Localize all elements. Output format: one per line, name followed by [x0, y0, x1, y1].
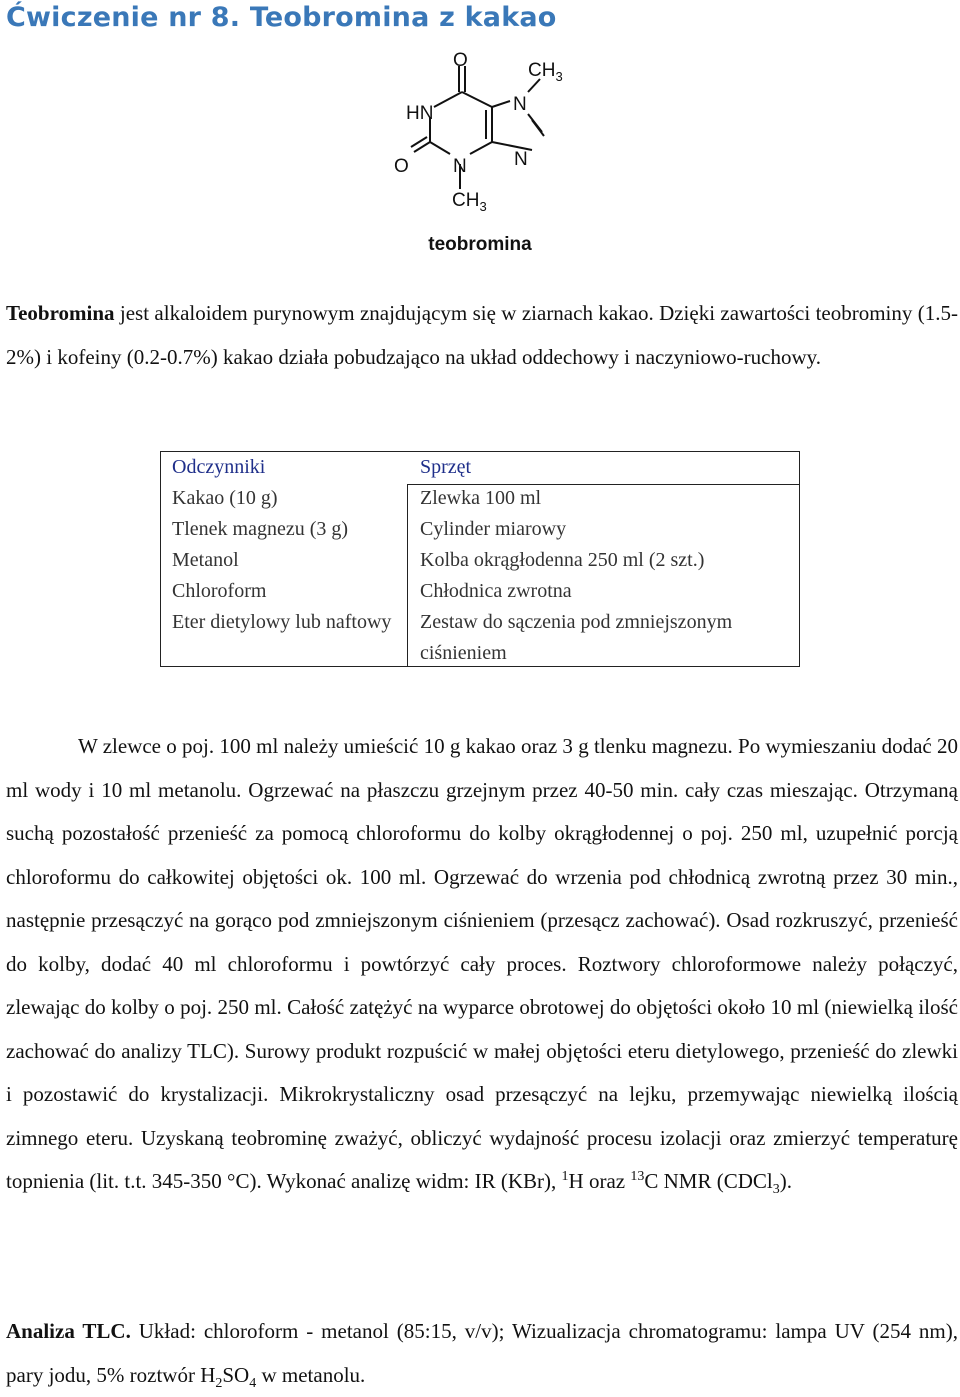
- theobromine-structure: [380, 44, 580, 264]
- tlc-sub-4: 4: [249, 1375, 257, 1391]
- table-column-divider: [407, 484, 408, 666]
- reagent-item: Eter dietylowy lub naftowy: [172, 611, 392, 633]
- tlc-sub-2: 2: [215, 1375, 223, 1391]
- tlc-paragraph: [6, 1310, 958, 1397]
- equipment-item: Cylinder miarowy: [420, 518, 567, 540]
- tlc-text: Układ: chloroform - metanol (85:15, v/v); Wizualizacja chromatogramu: lampa UV (254 nm), pary jodu, 5% roztwór H: [6, 1319, 958, 1387]
- equipment-item: Zlewka 100 ml: [420, 487, 542, 509]
- procedure-sub-3: 3: [772, 1182, 780, 1198]
- reagent-item: Metanol: [172, 549, 239, 571]
- equipment-item: Zestaw do sączenia pod zmniejszonym ciśnieniem: [420, 611, 733, 664]
- atom-o-top: O: [453, 50, 468, 71]
- procedure-text: W zlewce o poj. 100 ml należy umieścić 10 g kakao oraz 3 g tlenku magnezu. Po wymieszaniu dodać 20 ml wody i 10 ml metanolu. Ogrzewać na płaszczu grzejnym przez 40-50 min. cały czas mieszając. Otrzymaną suchą pozostałość przenieść za pomocą chloroformu do kolby okrągłodennej o poj. 250 ml, uzupełnić porcją chloroformu do całkowitej objętości ok. 100 ml. Ogrzewać do wrzenia pod chłodnicą zwrotną przez 30 min., następnie przesączyć na gorąco pod zmniejszonym ciśnieniem (przesącz zachować). Osad rozkruszyć, przenieść do kolby, dodać 40 ml chloroformu i powtórzyć cały proces. Roztwory chloroformowe należy połączyć, zlewając do kolby o poj. 250 ml. Całość zatężyć na wyparce obrotowej do objętości około 10 ml (niewielką ilość zachować do analizy TLC). Surowy produkt rozpuścić w małej objętości eteru dietylowego, przenieść do zlewki i pozostawić do krystalizacji. Mikrokrystaliczny osad przesączyć na lejku, przemywając niewielką ilością zimnego eteru. Uzyskaną teobrominę zważyć, obliczyć wydajność procesu izolacji oraz zmierzyć temperaturę topnienia (lit. t.t. 345-350 °C). Wykonać analizę widm: IR (KBr),: [6, 734, 958, 1193]
- methyl-top-sub: 3: [555, 69, 563, 84]
- atom-hn: HN: [406, 103, 434, 124]
- page-title: Ćwiczenie nr 8. Teobromina z kakao: [6, 2, 557, 33]
- tlc-text-2: SO: [222, 1362, 250, 1387]
- molecule-bonds: [411, 66, 544, 189]
- reagents-header: Odczynniki: [172, 456, 266, 478]
- procedure-paragraph: [6, 725, 958, 1204]
- intro-text: jest alkaloidem purynowym znajdującym się w ziarnach kakao. Dzięki zawartości teobrominy (1.5-2%) i kofeiny (0.2-0.7%) kakao działa pobudzająco na układ oddechowy i naczyniowo-ruchowy.: [6, 301, 958, 369]
- atom-o-left: O: [394, 156, 409, 177]
- tlc-term: Analiza TLC.: [6, 1319, 131, 1343]
- methyl-bottom-ch: CH: [452, 190, 480, 211]
- atom-n-right: N: [514, 149, 528, 170]
- methyl-top-ch: CH: [528, 60, 556, 81]
- procedure-sup-13c: 13: [630, 1169, 645, 1184]
- reagent-item: Kakao (10 g): [172, 487, 278, 509]
- equipment-header: Sprzęt: [420, 456, 472, 478]
- reagents-equipment-table: [160, 451, 800, 667]
- tlc-text-3: w metanolu.: [256, 1362, 366, 1387]
- intro-term: Teobromina: [6, 301, 115, 325]
- reagents-column: [172, 452, 400, 638]
- atom-n-bottom: N: [453, 156, 467, 177]
- atom-n-methyl: N: [513, 94, 527, 115]
- equipment-item: Kolba okrągłodenna 250 ml (2 szt.): [420, 549, 705, 571]
- procedure-text-end: ).: [779, 1169, 792, 1193]
- intro-paragraph: [6, 292, 958, 379]
- reagent-item: Chloroform: [172, 580, 267, 602]
- methyl-bottom: [452, 190, 487, 214]
- procedure-text-3: C NMR (CDCl: [644, 1169, 773, 1193]
- equipment-column: [420, 452, 796, 669]
- molecule-caption: teobromina: [428, 234, 532, 255]
- equipment-item: Chłodnica zwrotna: [420, 580, 572, 602]
- reagent-item: Tlenek magnezu (3 g): [172, 518, 349, 540]
- procedure-sup-1h: 1: [561, 1169, 569, 1184]
- procedure-text-2: H oraz: [568, 1169, 631, 1193]
- methyl-bottom-sub: 3: [479, 199, 487, 214]
- methyl-top: [528, 60, 563, 84]
